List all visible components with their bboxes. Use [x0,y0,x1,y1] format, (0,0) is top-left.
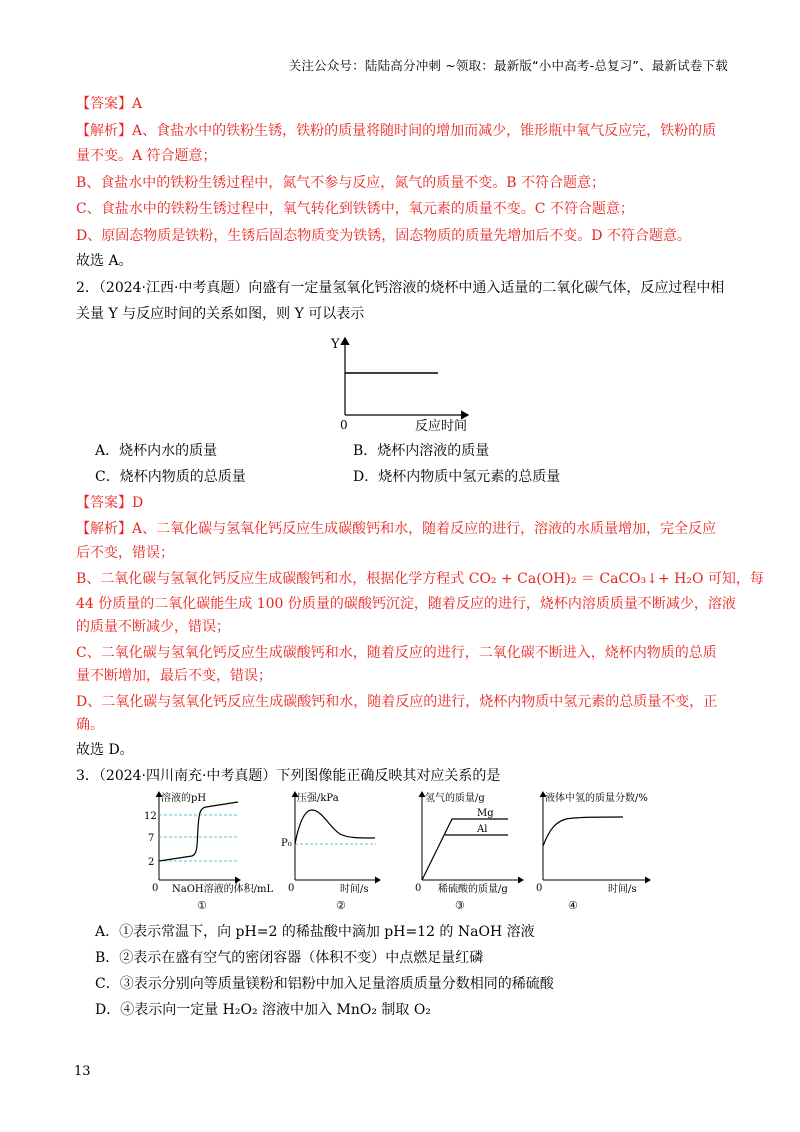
q3-option-a: A．①表示常温下，向 pH=2 的稀盐酸中滴加 pH=12 的 NaOH 溶液 [95,924,535,940]
q2-option-c: C．烧杯内物质的总质量 [95,469,246,485]
q2-analysis-line: 量不断增加，最后不变，错误； [76,668,272,684]
q1-analysis-line: D、原固态物质是铁粉，生锈后固态物质变为铁锈，固态物质的质量先增加后不变。D 不符合题意。 [76,228,691,244]
page-header: 关注公众号：陆陆高分冲刺 ~领取：最新版“小中高考-总复习”、最新试卷下载 [288,58,728,73]
q3-g1-tick: 2 [148,857,155,868]
q3-g1-origin: 0 [152,883,159,894]
q3-g2-p0: P₀ [281,838,292,849]
q1-analysis-line: C、食盐水中的铁粉生锈过程中，氧气转化到铁锈中，氧元素的质量不变。C 不符合题意； [76,201,634,217]
q3-graph-2 [278,788,388,913]
q3-g1-tick: 7 [148,833,155,844]
q1-analysis-line: 【解析】A、食盐水中的铁粉生锈，铁粉的质量将随时间的增加而减少，锥形瓶中氧气反应完，铁粉的质 [76,123,717,139]
q3-g4-number: ④ [568,899,578,912]
q2-stem: 2．（2024·江西·中考真题）向盛有一定量氢氧化钙溶液的烧杯中通入适量的二氧化碳气体，反应过程中相 [76,280,725,296]
q3-g2-origin: 0 [288,883,295,894]
q3-graph-3 [405,788,525,913]
q3-g2-ylabel: 压强/kPa [297,793,339,804]
q1-conclusion: 故选 A。 [76,253,133,269]
q3-g3-al: Al [477,824,488,835]
q2-graph-xlabel: 反应时间 [415,419,468,434]
q2-analysis-line: B、二氧化碳与氢氧化钙反应生成碳酸钙和水，根据化学方程式 CO₂ + Ca(OH)₂ ＝ CaCO₃↓+ H₂O 可知，每 [76,571,764,587]
q2-analysis-line: 44 份质量的二氧化碳能生成 100 份质量的碳酸钙沉淀，随着反应的进行，烧杯内溶质质量不断减少，溶液 [76,596,736,612]
q3-g4-ylabel: 液体中氢的质量分数/% [545,793,648,804]
q2-answer: 【答案】D [76,495,144,511]
q2-graph-origin: 0 [340,418,348,432]
q3-graph-1 [140,788,274,913]
q2-stem: 关量 Y 与反应时间的关系如图，则 Y 可以表示 [76,306,365,322]
q3-option-d: D．④表示向一定量 H₂O₂ 溶液中加入 MnO₂ 制取 O₂ [95,1002,431,1018]
q3-g3-origin: 0 [415,883,422,894]
page-number: 13 [74,1064,91,1079]
q2-analysis-line: 确。 [76,717,104,733]
q3-g3-ylabel: 氢气的质量/g [425,793,485,804]
q1-analysis-line: 量不变。A 符合题意； [76,148,217,164]
q2-analysis-line: 的质量不断减少，错误； [76,619,230,635]
q2-option-d: D．烧杯内物质中氢元素的总质量 [353,469,561,485]
q3-g2-xlabel: 时间/s [340,884,369,895]
q3-option-c: C．③表示分别向等质量镁粉和铝粉中加入足量溶质质量分数相同的稀硫酸 [95,976,554,992]
q2-option-a: A．烧杯内水的质量 [95,443,218,459]
q3-g3-mg: Mg [477,808,494,819]
q3-stem: 3．（2024·四川南充·中考真题）下列图像能正确反映其对应关系的是 [76,768,501,784]
q3-g1-tick: 12 [144,811,157,822]
q2-conclusion: 故选 D。 [76,742,134,758]
q1-answer: 【答案】A [76,96,143,112]
q3-g4-xlabel: 时间/s [608,884,637,895]
q3-g1-number: ① [197,899,207,912]
q3-g2-number: ② [336,899,346,912]
q3-g4-origin: 0 [536,883,543,894]
q2-option-b: B．烧杯内溶液的质量 [353,443,490,459]
q2-analysis-line: 【解析】A、二氧化碳与氢氧化钙反应生成碳酸钙和水，随着反应的进行，溶液的水质量增加，完全反应 [76,521,717,537]
q3-g3-xlabel: 稀硫酸的质量/g [438,884,508,895]
q2-analysis-line: D、二氧化碳与氢氧化钙反应生成碳酸钙和水，随着反应的进行，烧杯内物质中氢元素的总质量不变，正 [76,694,718,710]
q2-analysis-line: C、二氧化碳与氢氧化钙反应生成碳酸钙和水，随着反应的进行，二氧化碳不断进入，烧杯内物质的总质 [76,645,717,661]
q3-g1-xlabel: NaOH溶液的体积/mL [172,884,274,895]
q3-g3-number: ③ [455,899,465,912]
q2-analysis-line: 后不变，错误； [76,545,174,561]
q2-graph-ylabel: Y [331,337,340,352]
q3-graph-4 [528,788,663,913]
q3-option-b: B．②表示在盛有空气的密闭容器（体积不变）中点燃足量红磷 [95,950,484,966]
q2-graph [320,330,480,435]
q3-g1-ylabel: 溶液的pH [161,793,207,804]
q1-analysis-line: B、食盐水中的铁粉生锈过程中，氮气不参与反应，氮气的质量不变。B 不符合题意； [76,175,606,191]
